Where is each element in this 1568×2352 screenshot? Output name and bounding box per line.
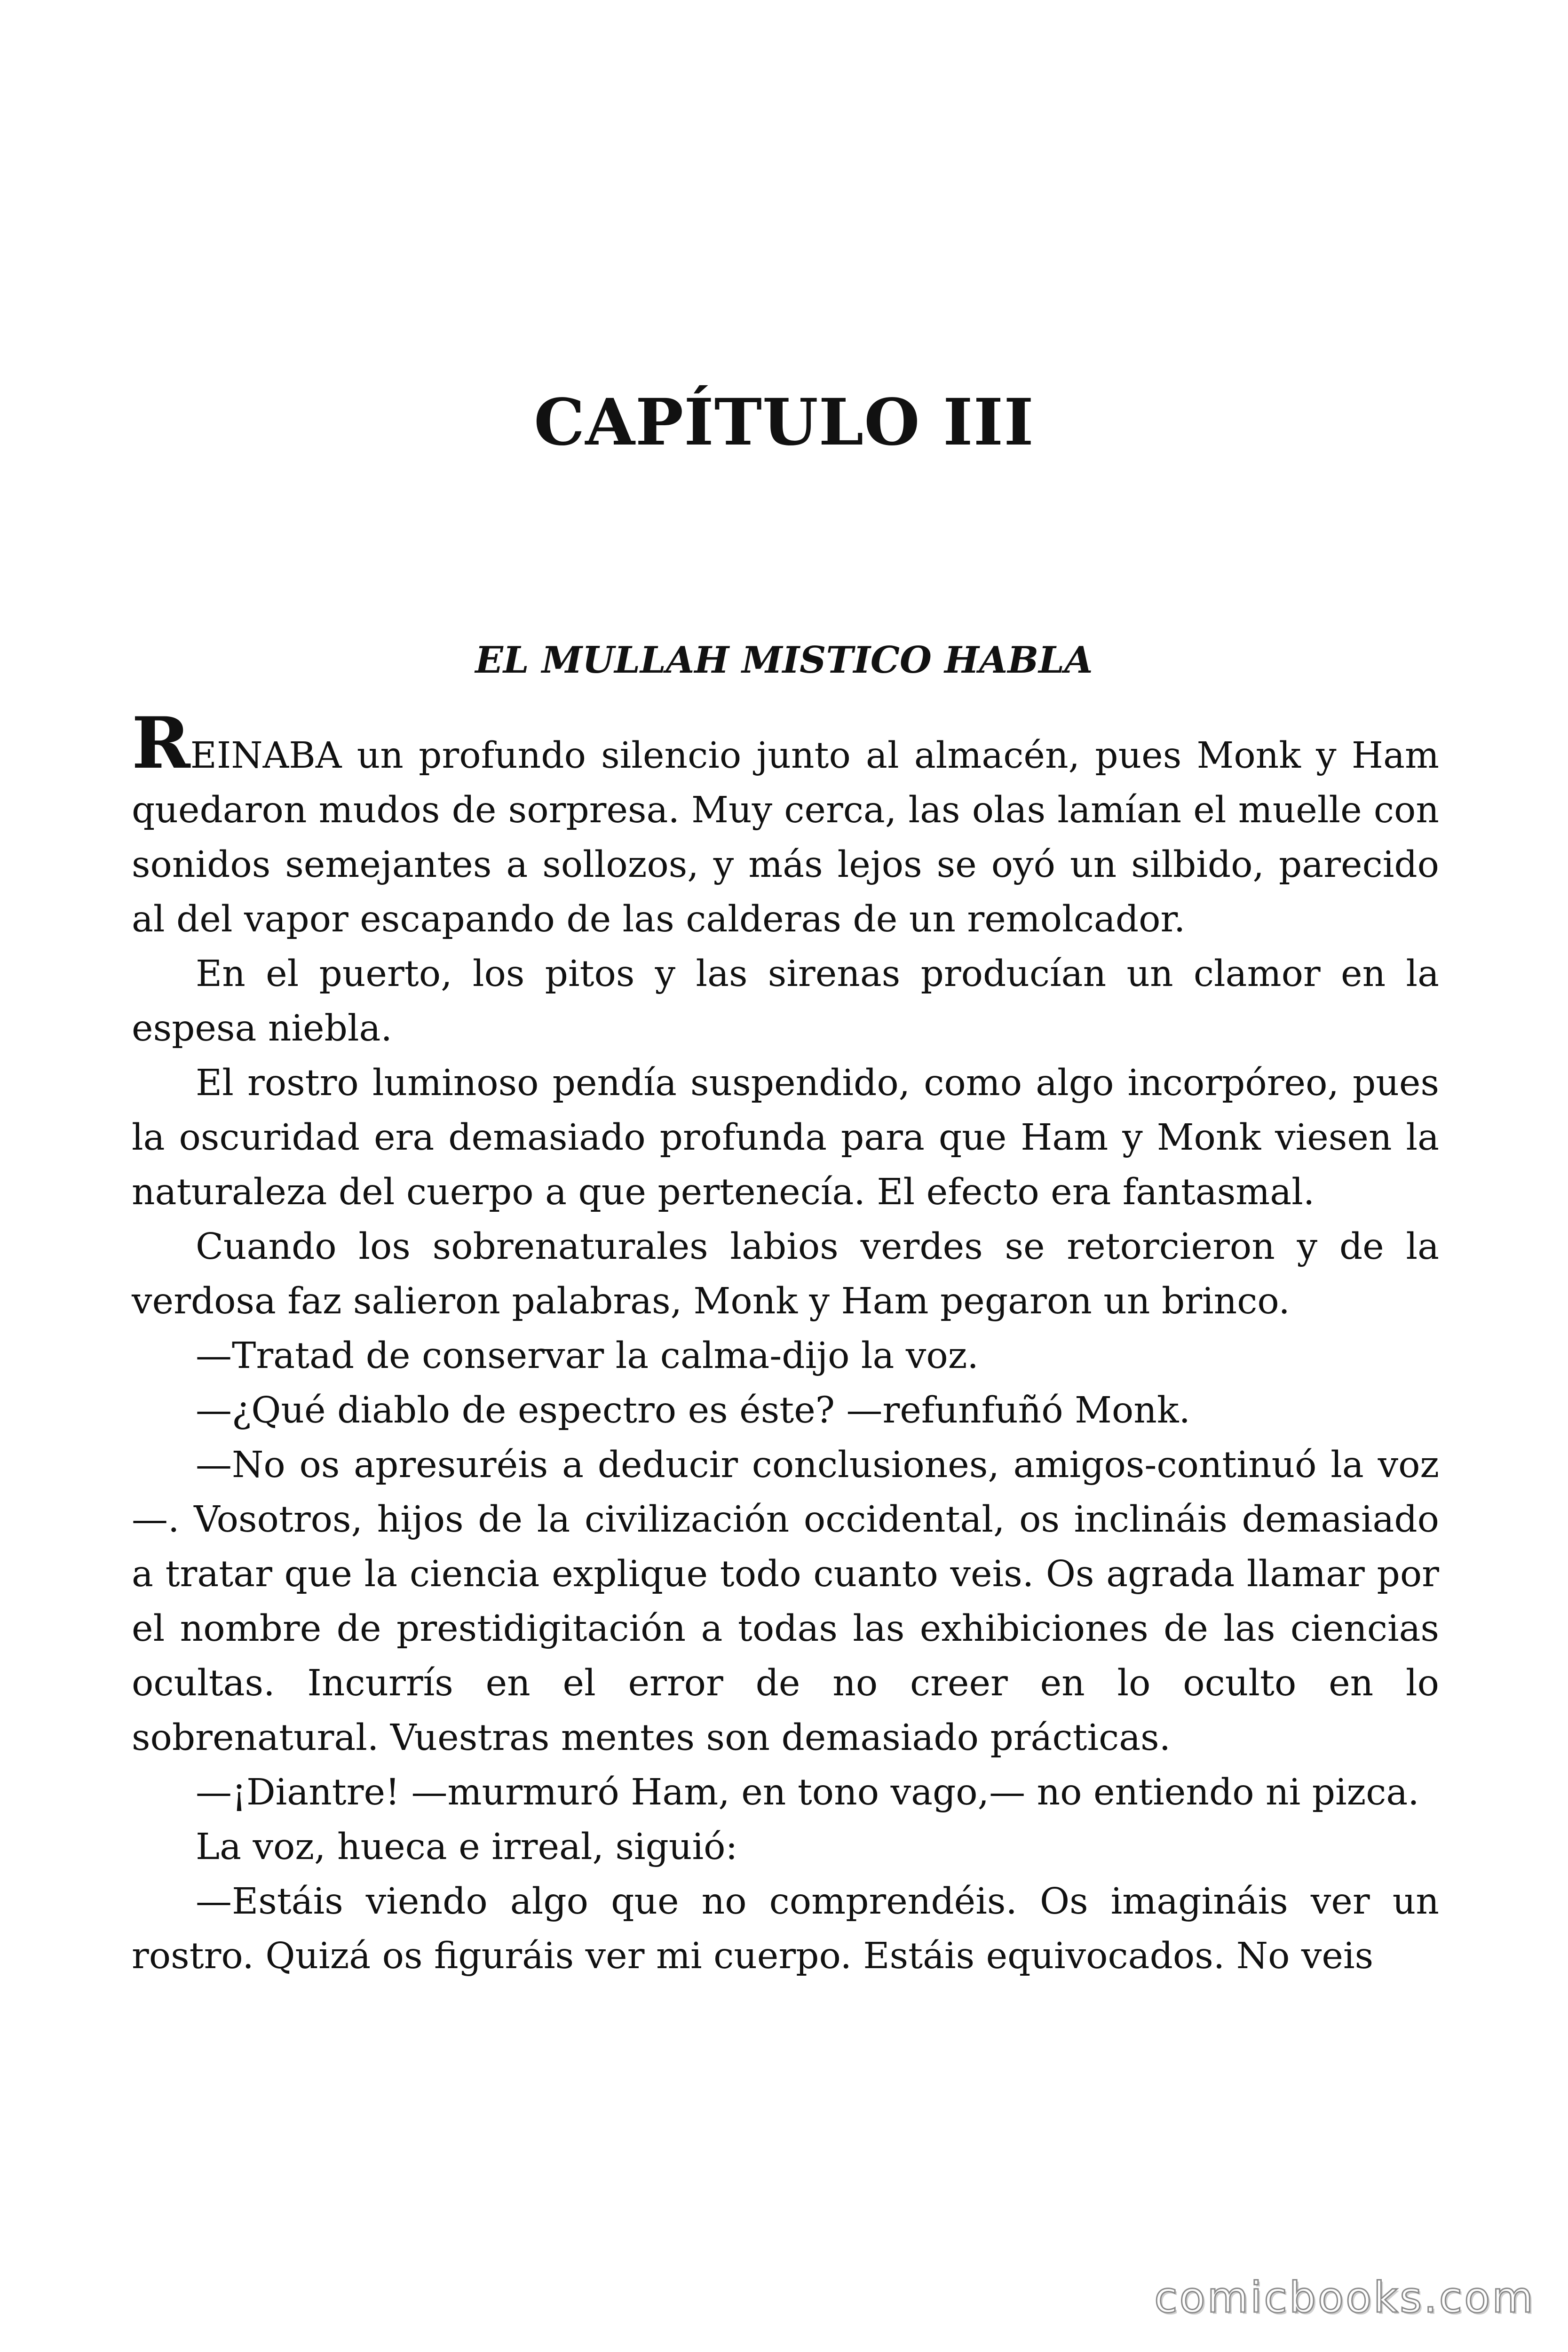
chapter-body xyxy=(132,702,1439,1984)
paragraph: —No os apresuréis a deducir conclusiones, amigos-continuó la voz —. Vosotros, hijos de la civilización occidental, os inclináis demasiado a tratar que la ciencia explique todo cuanto veis. Os agrada llamar por el nombre de prestidigitación a todas las exhibiciones de las ciencias ocultas. Incurrís en el error de no creer en lo oculto en lo sobrenatural. Vuestras mentes son demasiado prácticas. xyxy=(132,1444,1439,1759)
watermark-logo: comicbooks.com xyxy=(1154,2273,1535,2322)
paragraph: En el puerto, los pitos y las sirenas producían un clamor en la espesa niebla. xyxy=(132,953,1439,1049)
chapter-subtitle: EL MULLAH MISTICO HABLA xyxy=(475,639,1093,682)
paragraph-text: EINABA un profundo silencio junto al almacén, pues Monk y Ham quedaron mudos de sorpresa. Muy cerca, las olas lamían el muelle con sonidos semejantes a sollozos, y más lejos se oyó un silbido, parecido al del vapor escapando de las calderas de un remolcador. xyxy=(132,735,1439,940)
paragraph: Cuando los sobrenaturales labios verdes se retorcieron y de la verdosa faz salieron palabras, Monk y Ham pegaron un brinco. xyxy=(132,1226,1439,1322)
paragraph: —Estáis viendo algo que no comprendéis. Os imagináis ver un rostro. Quizá os figuráis ver mi cuerpo. Estáis equivocados. No veis xyxy=(132,1881,1439,1977)
dialogue-line: —Tratad de conservar la calma-dijo la voz. xyxy=(196,1335,979,1377)
paragraph: El rostro luminoso pendía suspendido, como algo incorpóreo, pues la oscuridad era demasiado profunda para que Ham y Monk viesen la naturaleza del cuerpo a que pertenecía. El efecto era fantasmal. xyxy=(132,1062,1439,1213)
drop-cap: R xyxy=(132,702,190,785)
paragraph xyxy=(132,702,1439,947)
chapter-title: CAPÍTULO III xyxy=(534,385,1034,460)
paragraph: —¡Diantre! —murmuró Ham, en tono vago,— no entiendo ni pizca. xyxy=(196,1772,1419,1813)
paragraph: La voz, hueca e irreal, siguió: xyxy=(196,1826,738,1868)
dialogue-line: —¿Qué diablo de espectro es éste? —refunfuñó Monk. xyxy=(196,1390,1191,1431)
